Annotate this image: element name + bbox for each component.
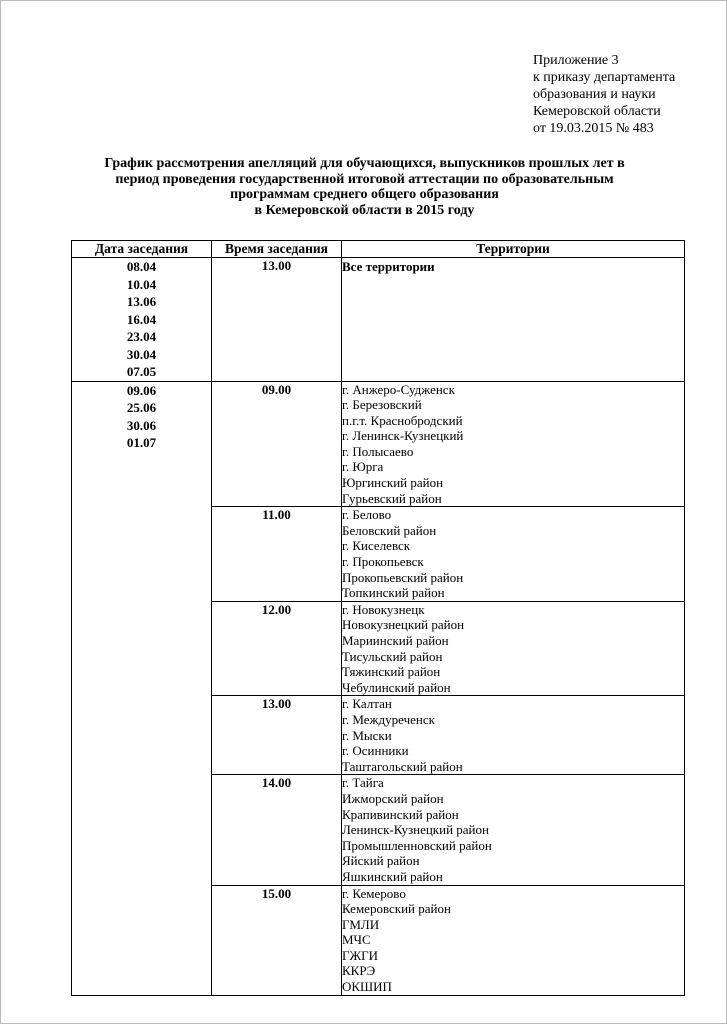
date-value: 23.04 [126,329,157,344]
date-value: 30.04 [126,346,157,362]
header-territories: Территории [342,241,685,258]
territories-cell [342,775,685,885]
territory-item: ККРЭ [342,963,376,979]
time-cell [212,381,342,507]
territory-item: Промышленновский район [342,837,492,853]
date-value: 13.06 [126,294,157,309]
territory-item: ОКШИП [342,979,392,995]
territory-item: Ленинск-Кузнецкий район [342,822,489,838]
territory-item: МЧС [342,932,371,948]
territory-item: г. Мыски [342,727,392,743]
territory-item: Мариинский район [342,633,449,648]
date-value: 10.04 [126,276,157,292]
appendix-reference [533,52,675,137]
table-row [72,258,685,382]
territory-item: Чебулинский район [342,679,451,695]
header-date: Дата заседания [72,241,212,258]
territory-item: г. Юрга [342,459,384,475]
appendix-line: от 19.03.2015 № 483 [533,121,654,136]
time-value: 13.00 [261,258,292,273]
territory-item: Все территории [342,259,435,274]
appendix-line: образования и науки [533,87,656,102]
territory-item: г. Междуреченск [342,711,435,727]
territories-cell [342,381,685,507]
time-value: 14.00 [261,775,292,791]
territory-item: г. Новокузнецк [342,601,425,617]
time-cell [212,601,342,696]
time-value: 12.00 [261,601,292,617]
dates-cell [72,258,212,382]
time-value: 13.00 [261,696,292,712]
territory-item: г. Анжеро-Судженск [342,381,455,397]
territory-item: г. Кемерово [342,885,406,901]
appendix-line: Приложение 3 [533,53,619,68]
territory-item: ГМЛИ [342,916,380,932]
territory-item: г. Березовский [342,397,422,413]
territory-item: Прокопьевский район [342,569,464,585]
time-cell [212,507,342,602]
territory-item: Крапивинский район [342,806,459,822]
territory-item: г. Осинники [342,743,409,759]
territories-cell [342,696,685,775]
territory-item: Кемеровский район [342,901,451,917]
time-value: 11.00 [262,507,291,523]
territory-item: Юргинский район [342,475,444,491]
territory-item: Таштагольский район [342,758,463,774]
date-value: 30.06 [126,417,157,433]
time-value: 09.00 [261,381,292,397]
date-value: 07.05 [126,364,157,379]
table-header-row [72,241,685,258]
territory-item: г. Белово [342,507,392,523]
territories-cell [342,885,685,995]
time-value: 15.00 [261,885,292,901]
territory-item: Яйский район [342,853,420,869]
date-value: 09.06 [126,382,157,398]
territory-item: Беловский район [342,522,437,538]
date-value: 16.04 [126,311,157,327]
territory-item: Ижморский район [342,790,444,806]
date-value: 25.06 [126,400,157,415]
territories-cell [342,601,685,696]
territory-item: г. Киселевск [342,538,411,554]
territory-item: Новокузнецкий район [342,617,465,633]
territory-item: г. Тайга [342,775,384,791]
appendix-line: Кемеровской области [533,104,661,119]
time-cell [212,885,342,995]
table-row [72,381,685,507]
title-line: период проведения государственной итоговой аттестации по образовательным [115,171,614,187]
territory-item: п.г.т. Краснобродский [342,412,463,428]
time-cell [212,696,342,775]
time-cell [212,258,342,382]
header-time: Время заседания [212,241,342,258]
document-title [61,156,668,218]
territory-item: Гурьевский район [342,490,442,506]
territory-item: ГЖГИ [342,947,379,963]
title-line: программам среднего общего образования [230,187,499,202]
title-line: в Кемеровской области в 2015 году [254,202,475,218]
appeal-schedule-table [71,240,685,996]
territory-item: Яшкинский район [342,868,443,884]
territories-cell [342,507,685,602]
title-line: График рассмотрения апелляций для обучающихся, выпускников прошлых лет в [104,156,625,171]
territory-item: г. Калтан [342,696,392,712]
territories-cell [342,258,685,382]
date-value: 01.07 [126,435,157,450]
appendix-line: к приказу департамента [533,70,676,85]
dates-cell [72,381,212,995]
territory-item: г. Ленинск-Кузнецкий [342,428,464,444]
date-value: 08.04 [126,259,157,274]
territory-item: г. Прокопьевск [342,554,424,570]
territory-item: Топкинский район [342,585,445,601]
territory-item: Тяжинский район [342,664,441,680]
territory-item: Тисульский район [342,648,443,664]
territory-item: г. Полысаево [342,443,414,459]
time-cell [212,775,342,885]
